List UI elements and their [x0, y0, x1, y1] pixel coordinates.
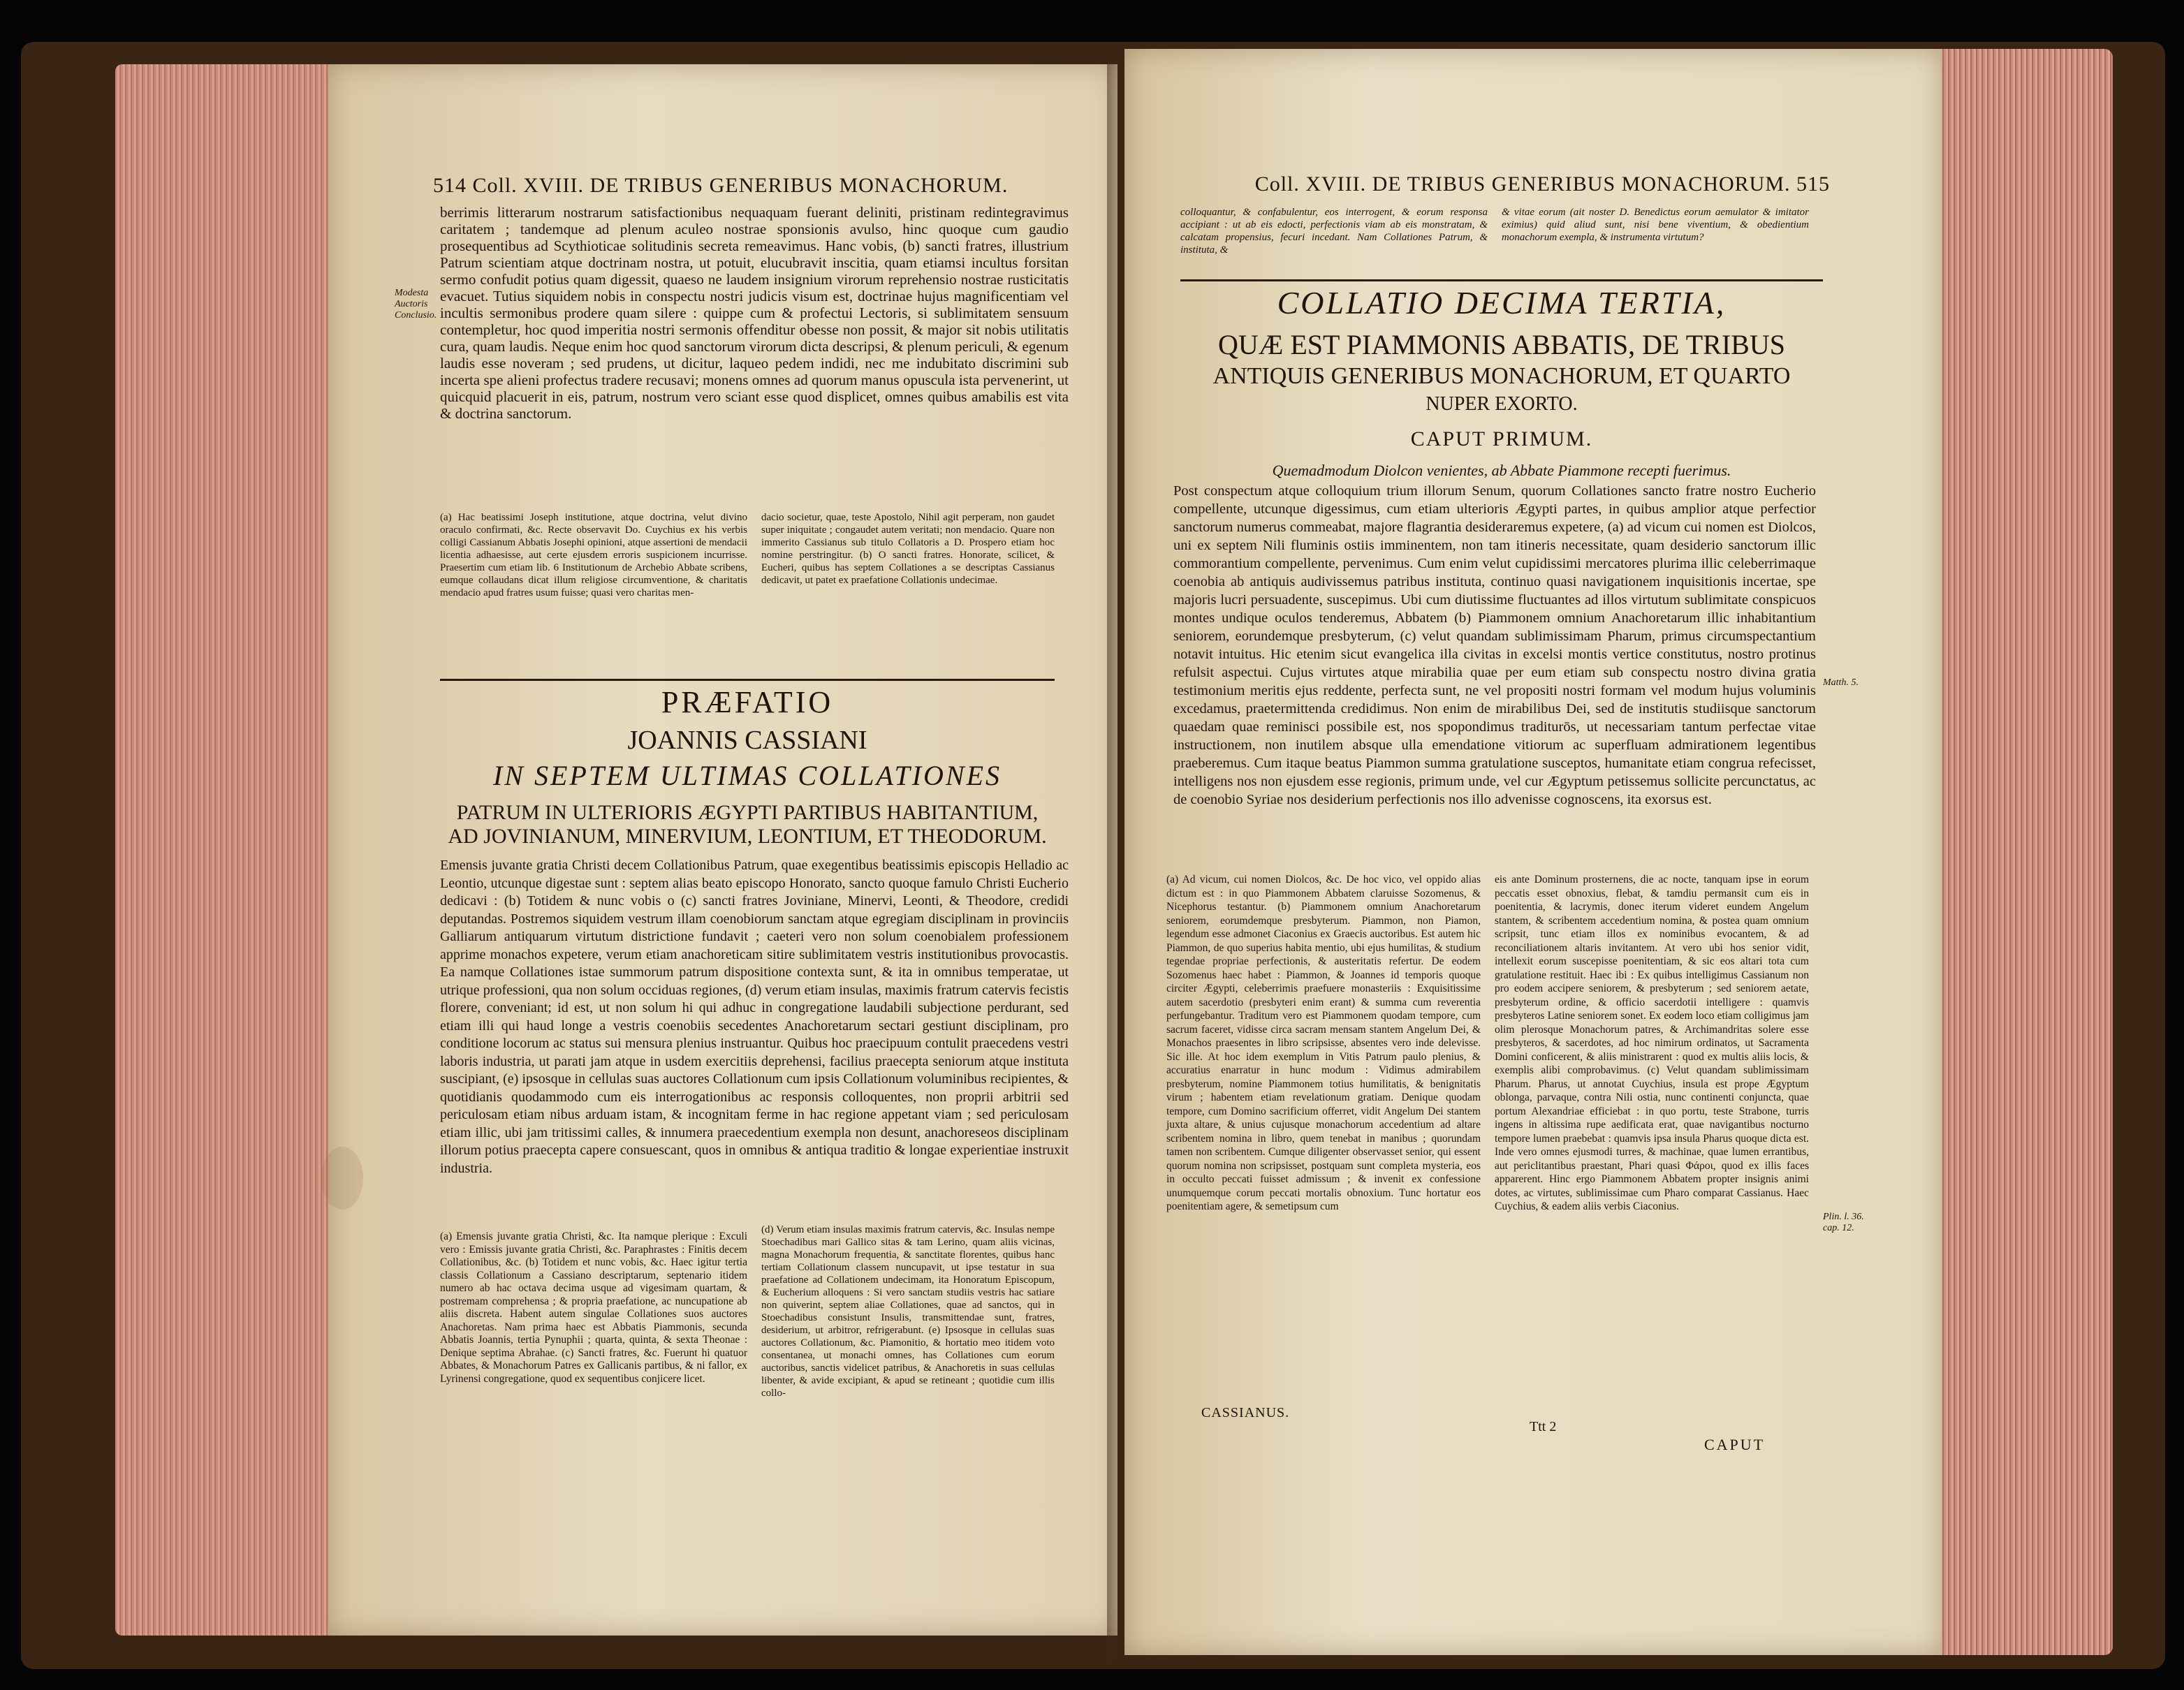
- preface-subtitle-2: PATRUM IN ULTERIORIS ÆGYPTI PARTIBUS HABITANTIUM, AD JOVINIANUM, MINERVIUM, LEONTIUM, ET THEODORUM.: [448, 801, 1047, 848]
- right-top-note-right: & vitae eorum (ait noster D. Benedictus eorum aemulator & imitator eximius) quid aliud sunt, nisi bene viventium, & obedientium monachorum exempla, & instrumenta virtutum?: [1502, 207, 1809, 243]
- preface-title: PRÆFATIO: [661, 685, 834, 719]
- caput-summary: Quemadmodum Diolcon venientes, ab Abbate Piammone recepti fuerimus.: [1272, 462, 1731, 479]
- right-page: [1124, 49, 1942, 1655]
- section-rule: [440, 679, 1055, 681]
- preface-subtitle: IN SEPTEM ULTIMAS COLLATIONES: [492, 760, 1002, 791]
- catchword-right: CAPUT: [1704, 1436, 1766, 1453]
- collatio-subtitle-3: NUPER EXORTO.: [1426, 393, 1578, 415]
- collatio-title: COLLATIO DECIMA TERTIA,: [1277, 285, 1727, 321]
- left-top-text: berrimis litterarum nostrarum satisfactionibus nequaquam fuerant deliniti, pristinam redintegravimus caritatem ; tandemque ad plenum aculeo nostrae sponsionis avulso, hinc quoque cum gaudio prosequentibus ad Scythioticae solitudinis secreta remeavimus. Hanc vobis, (b) sancti fratres, illustrium Patrum scientiam atque doctrinam nostra, ut potuit, elucubravit inscitia, quam etiamsi incultus forsitan sermo confudit potius quam digessit, quaeso ne laudem insignium virorum reprehensio nostrae rusticitatis evacuet. Tutius siquidem nobis in conspectu nostri judicis visum est, doctrinae hujus magnificentiam vel incultis sermonibus prodere quam silere : quippe cum & profectui Lectoris, si sublimitatem sensuum contempletur, hoc quod imperitia nostri sermonis offenditur obesse non possit, & major sit nobis utilitatis cura, quam laudis. Neque enim hoc quod sanctorum virorum dicta descripsi, & plenum periculi, & egenum laudis esse noveram ; sed prudens, ut dicitur, laqueo pedem indidi, nec me indubitato discrimini sub incerta spe alieni profectus tradere recusavi; monens omnes ad quorum manus opuscula ista pervenerint, ut quicquid placuerit in eis, patrum, nostrum vero sciant esse quod displicet, omnes quibus amabilis est vita & doctrina sanctorum.: [440, 204, 1069, 422]
- paper-stain: [321, 1147, 363, 1210]
- margin-note-plin: Plin. l. 36. cap. 12.: [1823, 1212, 1864, 1233]
- collatio-subtitle-1: QUÆ EST PIAMMONIS ABBATIS, DE TRIBUS: [1218, 329, 1785, 360]
- right-top-note-left: colloquantur, & confabulentur, eos interrogent, & eorum responsa accipiant : ut ab eis edocti, perfectionis viam ab eis monstratam, & calcatam propensius, fecuri incedant. Nam Collationes Patrum, & instituta, &: [1180, 207, 1488, 256]
- preface-main-text: Emensis juvante gratia Christi decem Collationibus Patrum, quae exegentibus beatissimis episcopis Helladio ac Leontio, utcunque digestae sunt : septem alias beato episcopo Honorato, sancto quoque famulo Christi Eucherio dedicavi : (b) Totidem & nunc vobis o (c) sancti fratres Joviniane, Minervi, Leonti, & Theodore, credidi deputandas. Postremos siquidem vestrum illam coenobiorum sanctam atque egregiam disciplinam in provinciis Galliarum antiquarum virtutum districtione fundavit ; caeteri vero non solum coenobialem professionem apprime monachos expetere, verum etiam anachoreticam sitire sublimitatem vestris institutionibus provocastis. Ea namque Collationes istae summorum patrum dispositione contexta sunt, & ita in omnibus temperatae, ut utrique professioni, qua non solum occiduas regiones, (d) verum etiam insulas, maximis fratrum catervis fecistis florere, conveniant; id est, ut non solum hi qui adhuc in congregatione laudabili subjectione perdurant, sed etiam illi qui haud longe a vestris coenobiis secedentes Anachoretarum sectari gestiunt disciplinam, pro conditione locorum ac status sui mensura plenius instruantur. Quibus hoc praecipuum contulit praecedens vestri laboris industria, ut parati jam atque in usdem exercitiis deprehensi, facilius praecepta seniorum atque instituta suscipiant, (e) ipsosque in cellulas suas auctores Collationum cum ipsis Collationum voluminibus recipientes, & quotidianis quodammodo cum eis interrogationibus ac responsis colloquentes, non proprii arbitrii sed periculosam etiam nibus arduam istam, & incognitam ferme in hac regione appetant viam ; sed periculosam etiam illic, ubi jam tritissimi calles, & innumera praecedentium exempla non desunt, anachoreseos disciplinam illorum potius praecepta capere consuescant, quos in omnibus & antiqua traditio & longae experientiae instruxit industria.: [440, 858, 1069, 1176]
- catchword-left: CASSIANUS.: [1201, 1405, 1290, 1420]
- left-page: [328, 64, 1117, 1636]
- left-margin-note: Modesta Auctoris Conclusio.: [395, 288, 437, 321]
- collatio-note-right: eis ante Dominum prosternens, die ac nocte, tanquam ipse in eorum peccatis esset obnoxius, flebat, & tamdiu permansit cum eis in poenitentia, & lacrymis, donec iterum videret eundem Angelum stantem, & scribentem accedentium nomina, & postea quam omnium scripsit, tunc etiam illos ex nominibus evocantem, & ad reconciliationem altaris invitantem. At vero ubi hos senior vidit, intellexit eorum suscepisse poenitentiam, & sic eos altari tota cum gratulatione restituit. Haec ibi : Ex quibus intelligimus Cassianum non pro eodem accipere seniorem, & presbyterum ; sed seniorem aetate, presbyterum ordine, & officio sacerdotii intelligere : quamvis presbyteros Latine seniorem sonet. Ex eodem loco etiam colligimus jam olim plerosque Monachorum patres, & Archimandritas solere esse presbyteros, & sacerdotes, ad hoc nimirum ordinatos, ut Sacramenta Domini conficerent, & aliis ministrarent : quod ex multis aliis locis, & exemplis alibi comprobavimus. (c) Velut quandam sublimissimam Pharum. Pharus, ut annotat Cuychius, insula est prope Ægyptum oblonga, parvaque, contra Nili ostia, nunc continenti conjuncta, quae portum Alexandriae efficiebat : in quo portu, teste Strabone, turris ingens in altissima rupe aedificata erat, quae navigantibus nocturno tempore lumen praebebat : quamvis ipsa insula Pharus quoque dicta est. Inde vero omnes ejusmodi turres, & machinae, quae lumen errantibus, aut periclitantibus praestant, Phari quasi Φάροι, quod ex illis faces apparerent. Hinc ergo Piammonem Abbatem propter insignis animi dotes, ac virtutes, sublimissimae cum Pharo comparat Cassianus. Haec Cuychius, & eadem aliis verbis Ciaconius.: [1495, 874, 1809, 1212]
- left-note-b: dacio societur, quae, teste Apostolo, Nihil agit perperam, non gaudet super iniquitate ; congaudet autem veritati; non mendacio. Quare non immerito Cassianus sub titulo Collatoris a D. Prospero etiam hoc nomine perstringitur. (b) O sancti fratres. Honorate, scilicet, & Eucheri, quibus has septem Collationes a se descriptas Cassianus dedicavit, ut patet ex praefatione Collationis undecimae.: [761, 512, 1055, 586]
- book-gutter: [1107, 63, 1138, 1662]
- right-running-header: Coll. XVIII. DE TRIBUS GENERIBUS MONACHORUM. 515: [1254, 172, 1830, 196]
- signature-mark: Ttt 2: [1530, 1419, 1557, 1434]
- left-running-header: 514 Coll. XVIII. DE TRIBUS GENERIBUS MONACHORUM.: [433, 174, 1009, 197]
- left-note-a: (a) Hac beatissimi Joseph institutione, atque doctrina, velut divino oraculo confirmati, &c. Recte observavit Do. Cuychius ex his verbis colligi Cassianum Abbatis Josephi opinioni, atque assertioni de mendacii licentia adhaesisse, aut certe ejusdem erroris suspicionem incurrisse. Praesertim cum etiam lib. 6 Institutionum de Archebio Abbate scribens, eumque collaudans dicat illum religiose circumventione, & charitatis mendacio apud fratres usum fuisse; quasi vero charitas men-: [440, 512, 747, 598]
- preface-author: JOANNIS CASSIANI: [627, 726, 867, 755]
- preface-note-col2: (d) Verum etiam insulas maximis fratrum catervis, &c. Insulas nempe Stoechadibus mari Gallico sitas & tam Lerino, quam aliis vicinas, magna Monachorum frequentia, & sanctitate florentes, quibus hanc tertiam Collationum classem nuncupavit, ut ipse testatur in sua praefatione ad Collationem undecimam, ita Honoratum Episcopum, & Eucherium alloquens : Si vero sanctam studiis vestris hac satiare non quiverint, septem aliae Collationes, quae ad sanctos, qui in Stoechadibus consistunt Insulis, transmittendae sunt, fratres, desiderium, ut arbitror, refrigerabunt. (e) Ipsosque in cellulas suas auctores Collationum, &c. Piamonitio, & hortatio meo itidem voto consentanea, ut monachi omnes, has Collationes cum eorum auctoribus, sanctis videlicet patribus, & Anachoretis in suas cellulas libenter, & avide excipiant, & apud se retineant ; quotidie cum illis collo-: [761, 1224, 1055, 1399]
- left-page-edges: [115, 64, 346, 1636]
- collatio-subtitle-2: ANTIQUIS GENERIBUS MONACHORUM, ET QUARTO: [1212, 363, 1791, 389]
- collatio-note-left: (a) Ad vicum, cui nomen Diolcos, &c. De hoc vico, vel oppido alias dictum est : in quo Piammonem Abbatem claruisse Sozomenus, & Nicephorus testantur. (b) Piammonem omnium Anachoretarum seniorem, eorumdemque presbyterum. Piammon, non Piamon, legendum esse admonet Ciaconius ex Graecis auctoribus. Est autem hic Piammon, de quo superius habita mentio, ubi ejus humilitas, & studium tegendae propriae perfectionis, & austeritatis refertur. De eodem Sozomenus haec habet : Piammon, & Joannes id temporis quoque circiter Ægypti, celeberrimis praefuere monasteriis : Exquisitissime autem sacerdotio (presbyteri enim erant) & summa cum reverentia perfungebantur. Traditum vero est Piammonem quodam tempore, cum sacrum faceret, vidisse circa sacram mensam stantem Angelum Dei, & Monachos praesentes in libro scripsisse, absentes vero inde delevisse. Sic ille. At hoc idem exemplum in Vitis Patrum paulo plenius, & accuratius enarratur in hunc modum : Vidimus admirabilem presbyterum, nomine Piammonem totius humilitatis, & benignitatis virum ; habentem etiam revelationum gratiam. Denique quodam tempore, cum Domino sacrificium offerret, vidit Angelum Dei stantem juxta altare, & unius cujusque monachorum accedentium ad altare scribentem nomina in libro, quem tenebat in manibus ; quorundam tamen non scribentem. Cumque diligenter observasset senior, qui essent quorum nomina non scripsisset, postquam sunt completa mysteria, eos in occulto peccati fuisset admissum ; & invenit ex confessione unumquemque corum peccati mortalis obnoxium. Tunc hortatur eos poenitentiam agere, & semetipsum cum: [1166, 874, 1481, 1212]
- section-rule-right: [1180, 279, 1823, 281]
- collatio-main-text: Post conspectum atque colloquium trium illorum Senum, quorum Collationes sancto fratre nostro Eucherio compellente, utcunque digessimus, cum etiam ulterioris Ægypti partes, in quibus amplior atque perfectior sanctorum numerus commeabat, majore flagrantia desideraremus expetere, (a) ad vicum cui nomen est Diolcos, uni ex septem Nili fluminis ostiis imminentem, non tam itineris necessitate, quam desiderio sanctorum illic commorantium compellente, pervenimus. Cum enim velut cupidissimi mercatores plurima illic celeberrimaque coenobia ab antiquis audivissemus patribus instituta, continuo quasi navigationem inquisitionis incertae, spe majoris lucri persuadente, suscepimus. Ubi cum diutissime fluctuantes ad illos virtutum sublimitate conspicuos montes undique oculos tenderemus, Abbatem (b) Piammonem omnium Anachoretarum illic inhabitantium seniorem, eorundemque presbyterum, (c) velut quandam sublimissimam Pharum, primus circumspectantium notavit intuitus. Hic etenim sicut evangelica illa civitas in excelsi montis vertice constitutus, nostro protinus refulsit aspectui. Cujus virtutes atque mirabilia quae per eum etiam sub conspectu nostro divina gratia testimonium meritis ejus reddente, perfecta sunt, ne vel propositi nostri formam vel modum hujus voluminis excedamus, praetermittenda credidimus. Non enim de mirabilibus Dei, sed de institutis studiisque sanctorum quaedam quae reminisci possibile est, nos spopondimus traditurōs, ut necessariam tantum perfectae vitae instructionem, non inutilem absque ulla emendatione vitiorum ac superfluam admirationem legentibus praeberemus. Cum itaque beatus Piammon summa gratulatione susceptos, humanitate etiam congrua refecisset, intelligens nos non ejusdem esse regionis, primum unde, vel cur Ægyptum petissemus sollicite percunctatus, ac de coenobio Syriae nos desiderium perfectionis nos illo advenisse cognoscens, ita exorsus est.: [1173, 483, 1816, 807]
- preface-note-col1: (a) Emensis juvante gratia Christi, &c. Ita namque plerique : Exculi vero : Emissis juvante gratia Christi, &c. Paraphrastes : Finitis decem Collationibus, &c. (b) Totidem et nunc vobis, &c. Haec igitur tertia classis Collationum a Cassiano descriptarum, septenario itidem numero ab hac octava decima usque ad vigesimam quartam, & postremam comprehensa ; & propria praefatione, ac nuncupatione ab aliis discreta. Habent autem singulae Collationes suos auctores Anachoretas. Nam prima haec est Abbatis Piammonis, secunda Abbatis Joannis, tertia Pynuphii ; quarta, quinta, & sexta Theonae : Denique septima Abrahae. (c) Sancti fratres, &c. Fuerunt hi quatuor Abbates, & Monachorum Patres ex Gallicanis partibus, & ni fallor, ex Lyrinensi congregatione, quod ex sequentibus conjicere licet.: [440, 1230, 747, 1385]
- margin-note-matth: Matth. 5.: [1823, 677, 1859, 688]
- right-page-edges: [1938, 49, 2113, 1655]
- caput-heading: CAPUT PRIMUM.: [1410, 427, 1593, 450]
